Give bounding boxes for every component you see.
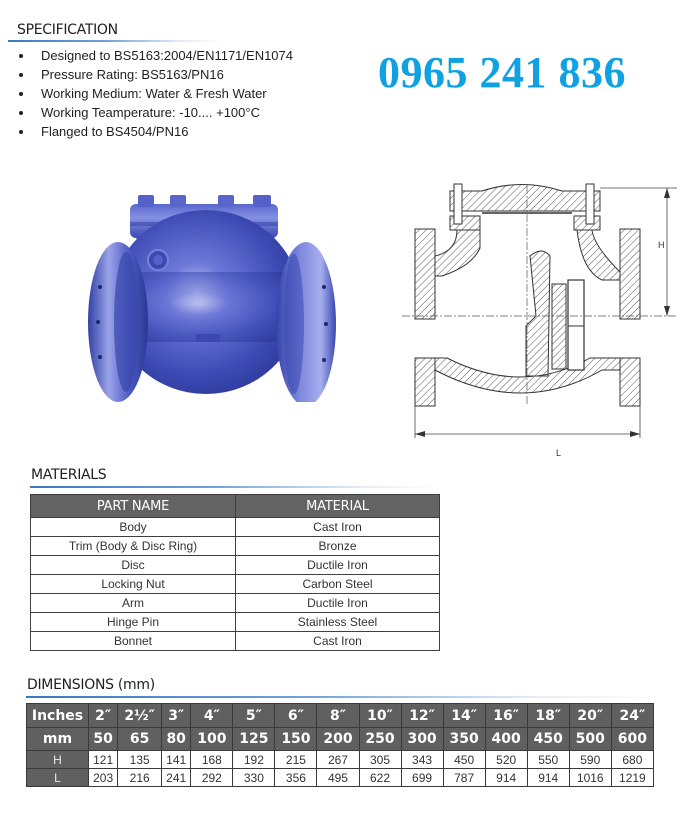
spec-item <box>17 122 293 141</box>
material-cell: Ductile Iron <box>236 556 440 575</box>
mm-row <box>27 728 654 751</box>
inch-size: 4″ <box>191 704 233 728</box>
spec-item <box>17 103 293 122</box>
mm-size: 400 <box>485 728 527 751</box>
length-value: 241 <box>162 769 191 787</box>
inch-size: 2½″ <box>118 704 162 728</box>
table-row <box>31 632 440 651</box>
part-name-header: PART NAME <box>31 495 236 518</box>
height-value: 550 <box>527 751 569 769</box>
height-value: 192 <box>233 751 275 769</box>
length-value: 292 <box>191 769 233 787</box>
valve-product-photo <box>88 182 338 402</box>
materials-underline <box>30 486 440 488</box>
bullet-icon <box>19 54 23 58</box>
spec-item-text: Working Teamperature: -10.... +100°C <box>41 105 260 120</box>
inch-size: 5″ <box>233 704 275 728</box>
mm-size: 150 <box>275 728 317 751</box>
inch-size: 8″ <box>317 704 359 728</box>
bullet-icon <box>19 111 23 115</box>
material-cell: Stainless Steel <box>236 613 440 632</box>
mm-size: 200 <box>317 728 359 751</box>
inch-size: 18″ <box>527 704 569 728</box>
mm-size: 450 <box>527 728 569 751</box>
inch-size: 6″ <box>275 704 317 728</box>
mm-label: mm <box>27 728 89 751</box>
length-value: 495 <box>317 769 359 787</box>
part-name-cell: Locking Nut <box>31 575 236 594</box>
length-value: 216 <box>118 769 162 787</box>
inch-size: 12″ <box>401 704 443 728</box>
inch-size: 10″ <box>359 704 401 728</box>
spec-item <box>17 46 293 65</box>
specification-list <box>17 46 293 141</box>
table-row <box>31 575 440 594</box>
height-value: 450 <box>443 751 485 769</box>
inch-size: 14″ <box>443 704 485 728</box>
part-name-cell: Hinge Pin <box>31 613 236 632</box>
material-cell: Carbon Steel <box>236 575 440 594</box>
mm-size: 500 <box>569 728 611 751</box>
length-value: 787 <box>443 769 485 787</box>
mm-size: 600 <box>611 728 653 751</box>
bullet-icon <box>19 73 23 77</box>
part-name-cell: Disc <box>31 556 236 575</box>
bullet-icon <box>19 130 23 134</box>
height-value: 121 <box>89 751 118 769</box>
length-value: 330 <box>233 769 275 787</box>
height-value: 215 <box>275 751 317 769</box>
height-label: H <box>27 751 89 769</box>
mm-size: 65 <box>118 728 162 751</box>
material-cell: Cast Iron <box>236 518 440 537</box>
material-cell: Bronze <box>236 537 440 556</box>
dimensions-underline <box>26 696 656 698</box>
material-cell: Cast Iron <box>236 632 440 651</box>
spec-item <box>17 84 293 103</box>
height-value: 141 <box>162 751 191 769</box>
mm-size: 100 <box>191 728 233 751</box>
table-row <box>31 613 440 632</box>
spec-item-text: Pressure Rating: BS5163/PN16 <box>41 67 224 82</box>
part-name-cell: Body <box>31 518 236 537</box>
materials-heading: MATERIALS <box>31 467 107 483</box>
inch-size: 3″ <box>162 704 191 728</box>
part-name-cell: Arm <box>31 594 236 613</box>
material-header: MATERIAL <box>236 495 440 518</box>
length-value: 203 <box>89 769 118 787</box>
valve-cross-section-drawing <box>402 176 692 466</box>
inch-size: 16″ <box>485 704 527 728</box>
dimensions-heading: DIMENSIONS (mm) <box>27 677 155 693</box>
length-dimension-label: L <box>556 448 562 458</box>
length-label: L <box>27 769 89 787</box>
table-row <box>31 518 440 537</box>
inch-size: 24″ <box>611 704 653 728</box>
height-value: 520 <box>485 751 527 769</box>
height-value: 680 <box>611 751 653 769</box>
mm-size: 250 <box>359 728 401 751</box>
height-value: 305 <box>359 751 401 769</box>
table-row <box>31 537 440 556</box>
height-value: 168 <box>191 751 233 769</box>
mm-size: 50 <box>89 728 118 751</box>
table-row <box>31 556 440 575</box>
length-value: 622 <box>359 769 401 787</box>
length-value: 699 <box>401 769 443 787</box>
length-row <box>27 769 654 787</box>
bullet-icon <box>19 92 23 96</box>
part-name-cell: Trim (Body & Disc Ring) <box>31 537 236 556</box>
table-row <box>31 594 440 613</box>
height-value: 590 <box>569 751 611 769</box>
height-value: 135 <box>118 751 162 769</box>
mm-size: 300 <box>401 728 443 751</box>
length-value: 356 <box>275 769 317 787</box>
mm-size: 125 <box>233 728 275 751</box>
inches-row <box>27 704 654 728</box>
height-value: 267 <box>317 751 359 769</box>
inch-size: 2″ <box>89 704 118 728</box>
dimensions-table <box>26 703 654 787</box>
inch-size: 20″ <box>569 704 611 728</box>
spec-item-text: Flanged to BS4504/PN16 <box>41 124 189 139</box>
length-value: 1016 <box>569 769 611 787</box>
inches-label: Inches <box>27 704 89 728</box>
material-cell: Ductile Iron <box>236 594 440 613</box>
specification-underline <box>8 40 223 42</box>
spec-item-text: Working Medium: Water & Fresh Water <box>41 86 267 101</box>
mm-size: 80 <box>162 728 191 751</box>
spec-item-text: Designed to BS5163:2004/EN1171/EN1074 <box>41 48 294 63</box>
contact-phone-number: 0965 241 836 <box>378 48 626 97</box>
height-row <box>27 751 654 769</box>
length-value: 914 <box>485 769 527 787</box>
specification-heading: SPECIFICATION <box>17 22 118 38</box>
materials-header-row <box>31 495 440 518</box>
height-value: 343 <box>401 751 443 769</box>
spec-item <box>17 65 293 84</box>
height-dimension-label: H <box>658 240 665 250</box>
materials-table <box>30 494 440 651</box>
length-value: 914 <box>527 769 569 787</box>
mm-size: 350 <box>443 728 485 751</box>
part-name-cell: Bonnet <box>31 632 236 651</box>
length-value: 1219 <box>611 769 653 787</box>
